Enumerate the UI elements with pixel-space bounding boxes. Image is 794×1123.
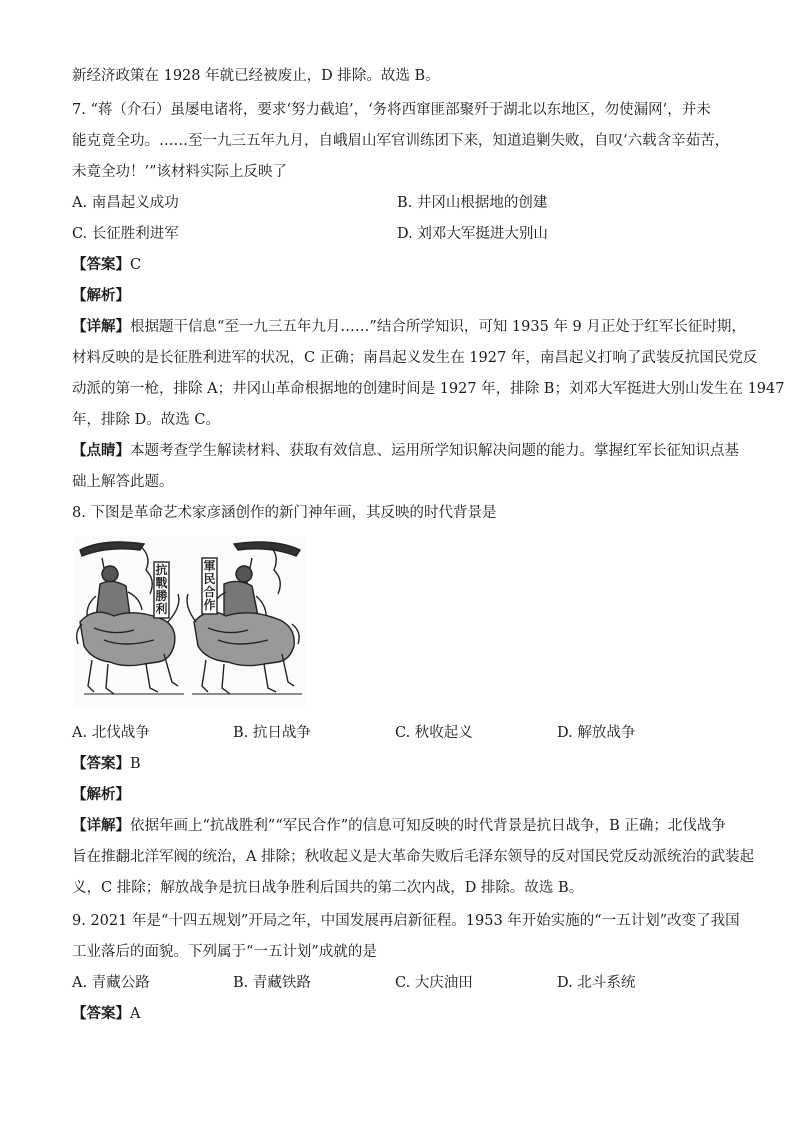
question-7-stem: 未竟全功！’”该材料实际上反映了 — [72, 164, 288, 180]
q7-option-d: D. 刘邓大军挺进大别山 — [397, 226, 548, 242]
answer-value: C — [130, 257, 142, 273]
q8-detail — [72, 816, 734, 836]
q8-option-c: C. 秋收起义 — [395, 725, 473, 741]
q8-option-d: D. 解放战争 — [557, 725, 636, 741]
answer-tag: 【答案】 — [72, 1005, 130, 1022]
answer-tag: 【答案】 — [72, 755, 130, 772]
q9-answer — [72, 1004, 734, 1024]
q7-option-a: A. 南昌起义成功 — [72, 195, 179, 211]
q7-detail: 动派的第一枪，排除 A；井冈山革命根据地的创建时间是 1927 年，排除 B；刘邓大军挺进大别山发生在 1947 — [72, 381, 785, 397]
q9-option-a: A. 青藏公路 — [72, 975, 150, 991]
question-9-stem: 工业落后的面貌。下列属于“一五计划”成就的是 — [72, 944, 377, 960]
q7-detail: 材料反映的是长征胜利进军的状况，C 正确；南昌起义发生在 1927 年，南昌起义打响了武装反抗国民党反 — [72, 350, 758, 366]
q8-answer — [72, 754, 734, 774]
right-banner-text: 軍民合作 — [203, 559, 216, 612]
dianjing-tag: 【点睛】 — [72, 442, 130, 459]
left-banner-text: 抗戰勝利 — [155, 563, 168, 616]
answer-tag: 【答案】 — [72, 256, 130, 273]
q8-detail: 旨在推翻北洋军阀的统治，A 排除；秋收起义是大革命失败后毛泽东领导的反对国民党反动派统治的武装起 — [72, 849, 755, 865]
detail-tag: 【详解】 — [72, 318, 130, 335]
question-9-stem: 9. 2021 年是“十四五规划”开局之年，中国发展再启新征程。1953 年开始实施的“一五计划”改变了我国 — [72, 913, 740, 929]
q8-detail: 义，C 排除；解放战争是抗日战争胜利后国共的第二次内战，D 排除。故选 B。 — [72, 880, 584, 896]
question-7-stem: 能克竟全功。……至一九三五年九月，自峨眉山军官训练团下来，知道追剿失败，自叹‘六载含辛茹苦， — [72, 133, 730, 149]
q8-analysis-tag: 【解析】 — [72, 786, 130, 803]
detail-text: 根据题干信息“至一九三五年九月……”结合所学知识，可知 1935 年 9 月正处于红军长征时期， — [130, 319, 746, 335]
q9-option-b: B. 青藏铁路 — [233, 975, 311, 991]
question-7-stem: 7. “蒋（介石）虽屡电诸将，要求‘努力截追’，‘务将西窜匪部聚歼于湖北以东地区，勿使漏网’，并未 — [72, 102, 711, 118]
q9-option-c: C. 大庆油田 — [395, 975, 473, 991]
q7-answer — [72, 255, 734, 275]
question-8-stem: 8. 下图是革命艺术家彦涵创作的新门神年画，其反映的时代背景是 — [72, 505, 497, 521]
new-year-painting-image — [74, 536, 306, 708]
q7-detail — [72, 317, 746, 337]
answer-value: A — [130, 1006, 141, 1022]
dianjing-text: 本题考查学生解读材料、获取有效信息、运用所学知识解决问题的能力。掌握红军长征知识点基 — [130, 443, 739, 459]
q8-option-a: A. 北伐战争 — [72, 725, 150, 741]
q9-option-d: D. 北斗系统 — [557, 975, 636, 991]
q7-option-c: C. 长征胜利进军 — [72, 226, 179, 242]
q8-option-b: B. 抗日战争 — [233, 725, 311, 741]
q7-analysis-tag: 【解析】 — [72, 287, 130, 304]
q7-detail: 年，排除 D。故选 C。 — [72, 412, 220, 428]
detail-tag: 【详解】 — [72, 817, 130, 834]
detail-text: 依据年画上“抗战胜利”“军民合作”的信息可知反映的时代背景是抗日战争，B 正确；北伐战争 — [130, 818, 726, 834]
q7-dianjing: 础上解答此题。 — [72, 474, 174, 490]
door-gods-illustration — [74, 536, 306, 708]
answer-value: B — [130, 756, 141, 772]
q7-dianjing — [72, 441, 739, 461]
text-line: 新经济政策在 1928 年就已经被废止，D 排除。故选 B。 — [72, 68, 440, 84]
q7-option-b: B. 井冈山根据地的创建 — [397, 195, 548, 211]
